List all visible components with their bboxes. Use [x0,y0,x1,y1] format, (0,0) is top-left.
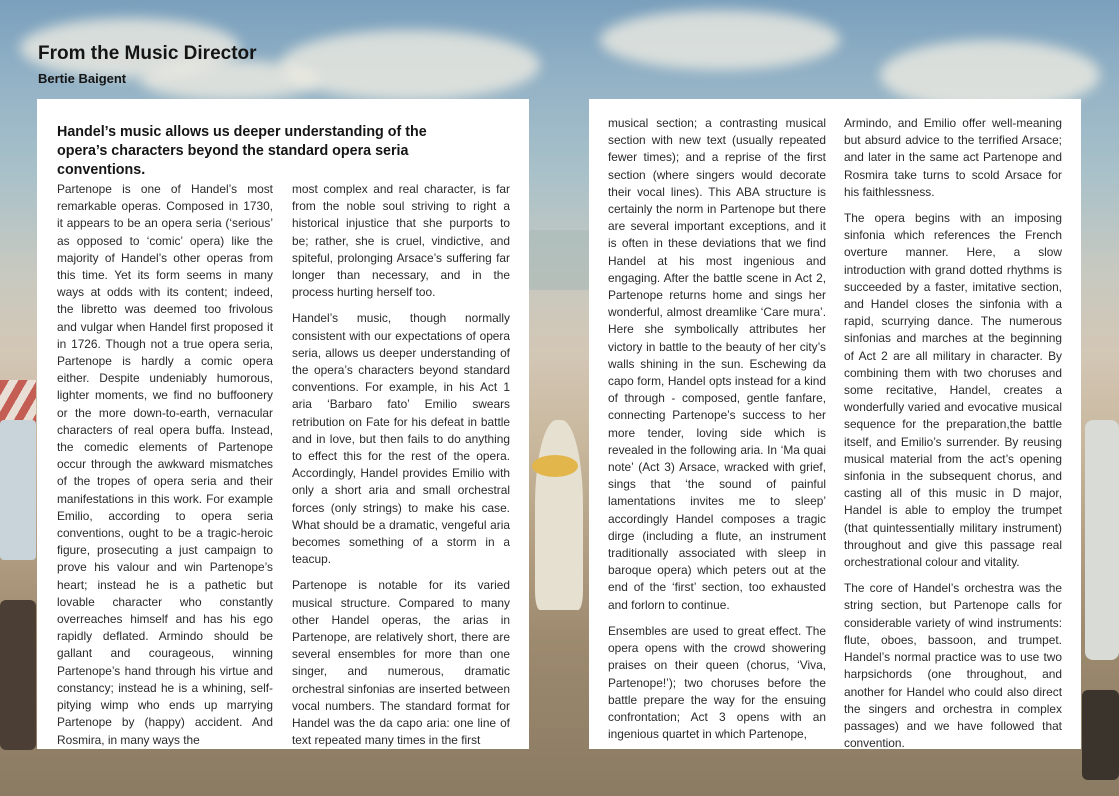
lead-paragraph: Handel’s music allows us deeper understanding of the opera’s characters beyond the standard opera seria conventions. [57,124,427,178]
article-panel-right [589,99,1081,749]
body-paragraph: musical section; a contrasting musical section with new text (usually repeated fewer times); and a reprise of the first section (where singers would decorate their vocal lines). This ABA structure is certainly the norm in Partenope but there are several important exceptions, and it is often in these deviations that we find Handel at his most ingenious and engaging. After the battle scene in Act 2, Partenope returns home and sings her wonderful, almost dreamlike ‘Care mura’. Here she symbolically attributes her victory in battle to the beauty of her city’s walls shining in the sun. Eschewing da capo form, Handel opts instead for a kind of through - composed, gentle fanfare, connecting Partenope’s success to her more tender, loving side which is revealed in the following aria. In ‘Ma quai note’ (Act 3) Arsace, wracked with grief, sings that ‘the sound of painful lamentations invites me to sleep’ accordingly Handel composes a tragic dirge (including a flute, an instrument traditionally associated with sleep in baroque opera) which peters out at the end of the ‘first’ section, too exhausted and forlorn to continue. [608,116,826,612]
body-paragraph: Armindo, and Emilio offer well-meaning but absurd advice to the terrified Arsace; and later in the same act Partenope and Rosmira take turns to scold Arsace for his faithlessness. [844,116,1062,199]
body-paragraph: Partenope is notable for its varied musical structure. Compared to many other Handel operas, the arias in Partenope, are relatively short, there are several ensembles for more than one singer, and numerous, dramatic orchestral sinfonias are inserted between vocal numbers. The standard format for Handel was the da capo aria: one line of text repeated many times in the first [292,578,510,748]
body-paragraph: Handel’s music, though normally consistent with our expectations of opera seria, allows us deeper understanding of the opera’s characters beyond standard conventions. For example, in his Act 1 aria ‘Barbaro fato’ Emilio swears retribution on Fate for his defeat in battle and in love, but then fails to do anything to effect this for the rest of the opera. Accordingly, Handel provides Emilio with only a short aria and small orchestral forces (only strings) to make his case. What should be a dramatic, vengeful aria becomes something of a storm in a teacup. [292,311,510,567]
background-sea [529,230,589,290]
body-paragraph: most complex and real character, is far from the noble soul striving to right a historical injustice that she purports to be; rather, she is cruel, vindictive, and spiteful, prolonging Arsace’s suffering far longer than necessary, and in the process hurting herself too. [292,182,510,300]
text-column-3 [608,115,826,752]
background-cloud [600,10,840,70]
background-figure [535,420,583,610]
body-paragraph: Ensembles are used to great effect. The opera opens with the crowd showering praises on their queen (chorus, ‘Viva, Partenope!’); two choruses before the battle prepare the way for the ensuing confrontation; Act 3 opens with an ingenious quartet in which Partenope, [608,623,826,742]
background-figure [0,600,36,750]
background-figure [1085,420,1119,660]
background-cloud [280,30,540,100]
background-figure [0,420,36,560]
text-column-2 [292,181,510,759]
text-column-1 [57,181,273,758]
article-panel-left [37,99,529,749]
body-paragraph: Partenope is one of Handel’s most remarkable operas. Composed in 1730, it appears to be an opera seria (‘serious’ as opposed to ‘comic’ opera) like the majority of Handel’s other operas from this time. Yet its form seems in many ways at odds with its content; indeed, the libretto was deemed too frivolous and vulgar when Handel first proposed it in 1726. Though not a true opera seria, Partenope is hardly a comic opera either. Despite undeniably humorous, lighter moments, we find no buffoonery or the more down-to-earth, vernacular characters of real opera buffa. Instead, the comedic elements of Partenope occur through the awkward mismatches of the tropes of opera seria and their manifestations in this work. For example Emilio, according to opera seria conventions, ought to be a tragic-heroic figure, prosecuting a just campaign to prove his valour and win Partenope’s heart; instead he is a pathetic but lovable character who constantly overreaches himself and has his ego rapidly deflated. Armindo should be gallant and courageous, winning Partenope’s hand through his virtue and constancy; instead he is a whining, self-pitying wimp who ends up marrying Partenope by (happy) accident. And Rosmira, in many ways the [57,182,273,747]
page-title: From the Music Director [38,43,257,64]
author-name: Bertie Baigent [38,71,127,86]
body-paragraph: The core of Handel’s orchestra was the string section, but Partenope calls for considerable variety of wind instruments: flute, oboes, bassoon, and trumpet. Handel’s normal practice was to use two harpsichords (one throughout, and another for Handel who could also direct the singers and orchestra in complex passages) and we have followed that convention. [844,581,1062,751]
background-figure [1082,690,1119,780]
background-cloud [140,60,320,100]
background-hat [532,455,578,477]
text-column-4 [844,115,1062,761]
body-paragraph: The opera begins with an imposing sinfonia which references the French overture manner. Here, a slow introduction with grand dotted rhythms is succeeded by a faster, imitative section, and Handel closes the sinfonia with a rapid, scurrying dance. The numerous sinfonias and marches at the beginning of Act 2 are all military in character. By combining them with two choruses and some recitative, Handel, creates a wonderfully varied and evocative musical sequence for the preparation,the battle itself, and Emilio’s surrender. By reusing musical material from the act’s opening sinfonia in the subsequent chorus, and casting all of this music in D major, Handel is able to employ the trumpet (that quintessentially military instrument) throughout and give this passage real orchestrational colour and vitality. [844,211,1062,570]
